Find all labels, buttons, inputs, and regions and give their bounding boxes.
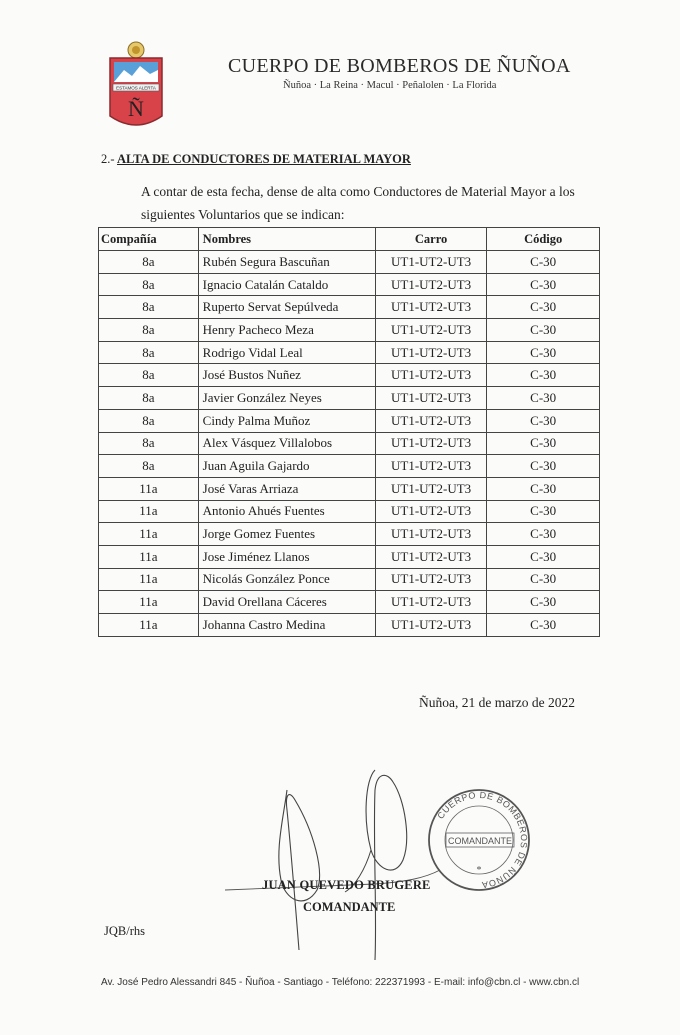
cell-code: C-30 <box>487 251 600 274</box>
crest-motto-text: ESTAMOS ALERTA <box>116 85 156 91</box>
cell-code: C-30 <box>487 500 600 523</box>
table-row <box>99 545 600 568</box>
cell-code: C-30 <box>487 568 600 591</box>
cell-name: Cindy Palma Muñoz <box>198 409 375 432</box>
cell-code: C-30 <box>487 614 600 637</box>
drivers-table <box>98 227 600 637</box>
organization-subtitle: Ñuñoa · La Reina · Macul · Peñalolen · La Florida <box>283 80 497 91</box>
cell-code: C-30 <box>487 477 600 500</box>
cell-name: Juan Aguila Gajardo <box>198 455 375 478</box>
footer-contact: Av. José Pedro Alessandri 845 - Ñuñoa - Santiago - Teléfono: 222371993 - E-mail: info@cbn.cl - www.cbn.cl <box>101 977 580 988</box>
table-row <box>99 319 600 342</box>
stamp-ring-text: CUERPO DE BOMBEROS DE ÑUÑOA <box>435 789 530 891</box>
table-row <box>99 477 600 500</box>
cell-code: C-30 <box>487 591 600 614</box>
cell-code: C-30 <box>487 409 600 432</box>
stamp-star-icon: * <box>476 865 482 876</box>
cell-company: 8a <box>99 251 199 274</box>
cell-code: C-30 <box>487 455 600 478</box>
cell-code: C-30 <box>487 364 600 387</box>
cell-vehicle: UT1-UT2-UT3 <box>375 409 486 432</box>
cell-name: Henry Pacheco Meza <box>198 319 375 342</box>
cell-vehicle: UT1-UT2-UT3 <box>375 296 486 319</box>
table-header-row <box>99 228 600 251</box>
cell-company: 11a <box>99 614 199 637</box>
table-row <box>99 500 600 523</box>
table-row <box>99 341 600 364</box>
section-heading-text: ALTA DE CONDUCTORES DE MATERIAL MAYOR <box>116 152 411 166</box>
cell-vehicle: UT1-UT2-UT3 <box>375 545 486 568</box>
cell-vehicle: UT1-UT2-UT3 <box>375 614 486 637</box>
cell-vehicle: UT1-UT2-UT3 <box>375 568 486 591</box>
cell-vehicle: UT1-UT2-UT3 <box>375 591 486 614</box>
cell-vehicle: UT1-UT2-UT3 <box>375 319 486 342</box>
cell-company: 8a <box>99 273 199 296</box>
cell-vehicle: UT1-UT2-UT3 <box>375 387 486 410</box>
cell-name: Ignacio Catalán Cataldo <box>198 273 375 296</box>
cell-vehicle: UT1-UT2-UT3 <box>375 432 486 455</box>
intro-paragraph: A contar de esta fecha, dense de alta como Conductores de Material Mayor a los siguientes Voluntarios que se indican: <box>141 184 575 222</box>
cell-vehicle: UT1-UT2-UT3 <box>375 455 486 478</box>
signer-role: COMANDANTE <box>303 900 396 914</box>
table-row <box>99 455 600 478</box>
cell-company: 8a <box>99 432 199 455</box>
table-row <box>99 387 600 410</box>
section-number: 2.- <box>101 152 115 166</box>
date-line: Ñuñoa, 21 de marzo de 2022 <box>419 695 575 710</box>
cell-name: Jose Jiménez Llanos <box>198 545 375 568</box>
table-row <box>99 591 600 614</box>
organization-title: CUERPO DE BOMBEROS DE ÑUÑOA <box>228 55 571 77</box>
cell-company: 8a <box>99 409 199 432</box>
column-header-code: Código <box>487 228 600 251</box>
reference-initials: JQB/rhs <box>104 924 145 938</box>
cell-company: 8a <box>99 319 199 342</box>
cell-name: Rubén Segura Bascuñan <box>198 251 375 274</box>
table-row <box>99 523 600 546</box>
cell-name: Javier González Neyes <box>198 387 375 410</box>
cell-name: Nicolás González Ponce <box>198 568 375 591</box>
cell-code: C-30 <box>487 387 600 410</box>
table-row <box>99 296 600 319</box>
cell-name: Jorge Gomez Fuentes <box>198 523 375 546</box>
cell-vehicle: UT1-UT2-UT3 <box>375 477 486 500</box>
cell-company: 8a <box>99 341 199 364</box>
cell-company: 8a <box>99 455 199 478</box>
table-row <box>99 568 600 591</box>
cell-name: Alex Vásquez Villalobos <box>198 432 375 455</box>
section-heading <box>101 152 411 167</box>
cell-vehicle: UT1-UT2-UT3 <box>375 273 486 296</box>
cell-vehicle: UT1-UT2-UT3 <box>375 523 486 546</box>
table-row <box>99 251 600 274</box>
cell-company: 11a <box>99 545 199 568</box>
stamp-center-text: COMANDANTE <box>447 836 513 846</box>
table-row <box>99 432 600 455</box>
table-row <box>99 273 600 296</box>
cell-vehicle: UT1-UT2-UT3 <box>375 341 486 364</box>
commander-stamp <box>424 785 534 895</box>
cell-code: C-30 <box>487 273 600 296</box>
column-header-company: Compañía <box>99 228 199 251</box>
column-header-names: Nombres <box>198 228 375 251</box>
cell-code: C-30 <box>487 523 600 546</box>
cell-company: 8a <box>99 364 199 387</box>
table-row <box>99 614 600 637</box>
cell-vehicle: UT1-UT2-UT3 <box>375 251 486 274</box>
cell-company: 11a <box>99 500 199 523</box>
cell-name: Johanna Castro Medina <box>198 614 375 637</box>
cell-company: 11a <box>99 523 199 546</box>
cell-name: Antonio Ahués Fuentes <box>198 500 375 523</box>
fire-department-crest-logo <box>108 40 164 132</box>
cell-name: José Bustos Nuñez <box>198 364 375 387</box>
cell-name: Rodrigo Vidal Leal <box>198 341 375 364</box>
signer-name: JUAN QUEVEDO BRUGERE <box>262 878 431 892</box>
cell-company: 8a <box>99 387 199 410</box>
table-row <box>99 364 600 387</box>
column-header-vehicle: Carro <box>375 228 486 251</box>
cell-vehicle: UT1-UT2-UT3 <box>375 500 486 523</box>
cell-company: 11a <box>99 568 199 591</box>
crest-letter-text: Ñ <box>128 96 144 121</box>
cell-code: C-30 <box>487 432 600 455</box>
cell-code: C-30 <box>487 545 600 568</box>
cell-company: 11a <box>99 591 199 614</box>
cell-company: 11a <box>99 477 199 500</box>
cell-code: C-30 <box>487 319 600 342</box>
cell-name: Ruperto Servat Sepúlveda <box>198 296 375 319</box>
table-row <box>99 409 600 432</box>
table-body <box>99 251 600 637</box>
cell-code: C-30 <box>487 296 600 319</box>
cell-company: 8a <box>99 296 199 319</box>
cell-name: José Varas Arriaza <box>198 477 375 500</box>
cell-vehicle: UT1-UT2-UT3 <box>375 364 486 387</box>
cell-name: David Orellana Cáceres <box>198 591 375 614</box>
cell-code: C-30 <box>487 341 600 364</box>
